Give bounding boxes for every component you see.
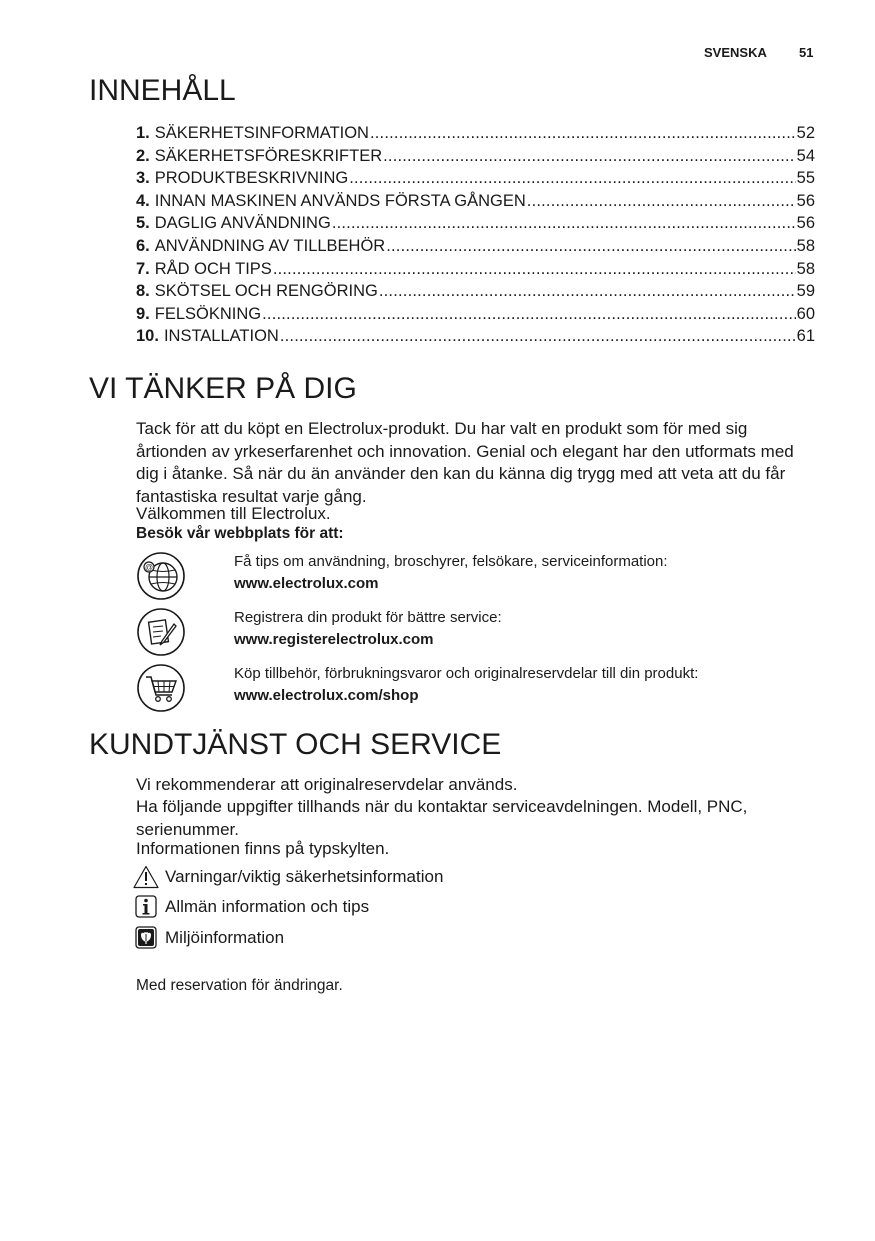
toc-item-title: SKÖTSEL OCH RENGÖRING — [154, 282, 378, 301]
toc-item[interactable] — [136, 190, 815, 213]
service-heading: KUNDTJÄNST OCH SERVICE — [89, 728, 502, 761]
toc-item-page: 58 — [796, 259, 815, 278]
welcome-text: Välkommen till Electrolux. — [136, 504, 331, 523]
register-form-icon — [136, 607, 186, 657]
visit-row-tips — [136, 551, 816, 605]
visit-row-register — [136, 607, 816, 661]
toc-leader-dots — [280, 325, 796, 348]
header-language: SVENSKA — [704, 45, 767, 60]
visit-description: Registrera din produkt för bättre service: — [234, 609, 502, 626]
toc-item-title: INNAN MASKINEN ANVÄNDS FÖRSTA GÅNGEN — [154, 191, 526, 210]
toc-item[interactable] — [136, 167, 815, 190]
toc-item[interactable] — [136, 235, 815, 258]
toc-leader-dots — [527, 190, 796, 213]
toc-item-title: INSTALLATION — [163, 327, 279, 346]
toc-item-page: 58 — [796, 236, 815, 255]
toc-item-title: DAGLIG ANVÄNDNING — [154, 214, 331, 233]
toc-item-title: SÄKERHETSFÖRESKRIFTER — [154, 146, 383, 165]
toc-item-page: 59 — [796, 282, 815, 301]
table-of-contents — [136, 122, 815, 348]
toc-item[interactable] — [136, 325, 815, 348]
toc-item-number: 10. — [136, 327, 159, 346]
toc-item[interactable] — [136, 122, 815, 145]
symbol-row-warning — [133, 864, 443, 890]
visit-url[interactable]: www.electrolux.com — [234, 575, 379, 592]
svg-text:@: @ — [144, 563, 154, 572]
toc-item[interactable] — [136, 145, 815, 168]
visit-text — [234, 663, 698, 707]
warning-icon — [133, 865, 159, 889]
toc-item[interactable] — [136, 258, 815, 281]
visit-url[interactable]: www.electrolux.com/shop — [234, 687, 419, 704]
toc-item-number: 1. — [136, 124, 150, 142]
symbol-row-info — [133, 894, 369, 920]
thinking-heading: VI TÄNKER PÅ DIG — [89, 372, 357, 405]
toc-item-number: 4. — [136, 191, 150, 210]
toc-item-number: 5. — [136, 214, 150, 233]
visit-description: Få tips om användning, broschyrer, felsökare, serviceinformation: — [234, 553, 668, 570]
environment-icon — [133, 926, 159, 950]
toc-item-number: 2. — [136, 146, 150, 165]
toc-leader-dots — [262, 303, 796, 326]
toc-item-page: 56 — [796, 214, 815, 233]
toc-leader-dots — [370, 122, 796, 145]
info-icon — [133, 895, 159, 919]
footer-note: Med reservation för ändringar. — [136, 977, 343, 994]
toc-leader-dots — [379, 280, 796, 303]
visit-text — [234, 607, 502, 651]
toc-item[interactable] — [136, 212, 815, 235]
toc-item-page: 54 — [796, 146, 815, 165]
toc-item-number: 3. — [136, 169, 150, 188]
globe-at-icon — [136, 551, 186, 601]
toc-leader-dots — [332, 212, 796, 235]
toc-item-page: 60 — [796, 304, 815, 323]
toc-leader-dots — [383, 145, 796, 168]
symbol-label: Varningar/viktig säkerhetsinformation — [165, 867, 444, 886]
toc-item[interactable] — [136, 303, 815, 326]
shopping-cart-icon — [136, 663, 186, 713]
visit-description: Köp tillbehör, förbrukningsvaror och originalreservdelar till din produkt: — [234, 665, 699, 682]
visit-url[interactable]: www.registerelectrolux.com — [234, 631, 434, 648]
toc-item-number: 8. — [136, 282, 150, 301]
toc-item-page: 55 — [796, 169, 815, 188]
service-line-2: Ha följande uppgifter tillhands när du kontaktar serviceavdelningen. Modell, PNC, serienummer. — [136, 797, 748, 839]
toc-item-number: 9. — [136, 304, 150, 323]
toc-item-title: FELSÖKNING — [154, 304, 262, 323]
toc-item-number: 6. — [136, 236, 150, 255]
toc-leader-dots — [349, 167, 795, 190]
toc-item-title: ANVÄNDNING AV TILLBEHÖR — [154, 236, 386, 255]
symbol-label: Miljöinformation — [165, 928, 285, 947]
visit-text — [234, 551, 668, 595]
toc-item-number: 7. — [136, 259, 150, 278]
toc-heading: INNEHÅLL — [89, 74, 236, 107]
toc-item-page: 52 — [796, 124, 815, 142]
toc-leader-dots — [386, 235, 795, 258]
service-line-3: Informationen finns på typskylten. — [136, 839, 390, 858]
toc-item-title: PRODUKTBESKRIVNING — [154, 169, 349, 188]
toc-item-title: RÅD OCH TIPS — [154, 259, 272, 278]
visit-label: Besök vår webbplats för att: — [136, 525, 344, 542]
page-number: 51 — [799, 45, 814, 60]
toc-item-title: SÄKERHETSINFORMATION — [154, 124, 369, 142]
toc-item-page: 56 — [796, 191, 815, 210]
visit-row-shop — [136, 663, 816, 717]
symbol-row-environment — [133, 925, 284, 951]
toc-leader-dots — [273, 258, 796, 281]
intro-paragraph: Tack för att du köpt en Electrolux-produkt. Du har valt en produkt som för med sig årtionden av yrkeserfarenhet och innovation. Genial och elegant har den utformats med dig i åtanke. Så när du än använder den kan du känna dig trygg med att veta att du får fantastiska resultat varje gång. — [136, 419, 794, 506]
toc-item[interactable] — [136, 280, 815, 303]
service-line-1: Vi rekommenderar att originalreservdelar används. — [136, 775, 518, 794]
toc-item-page: 61 — [796, 327, 815, 346]
symbol-label: Allmän information och tips — [165, 897, 370, 916]
